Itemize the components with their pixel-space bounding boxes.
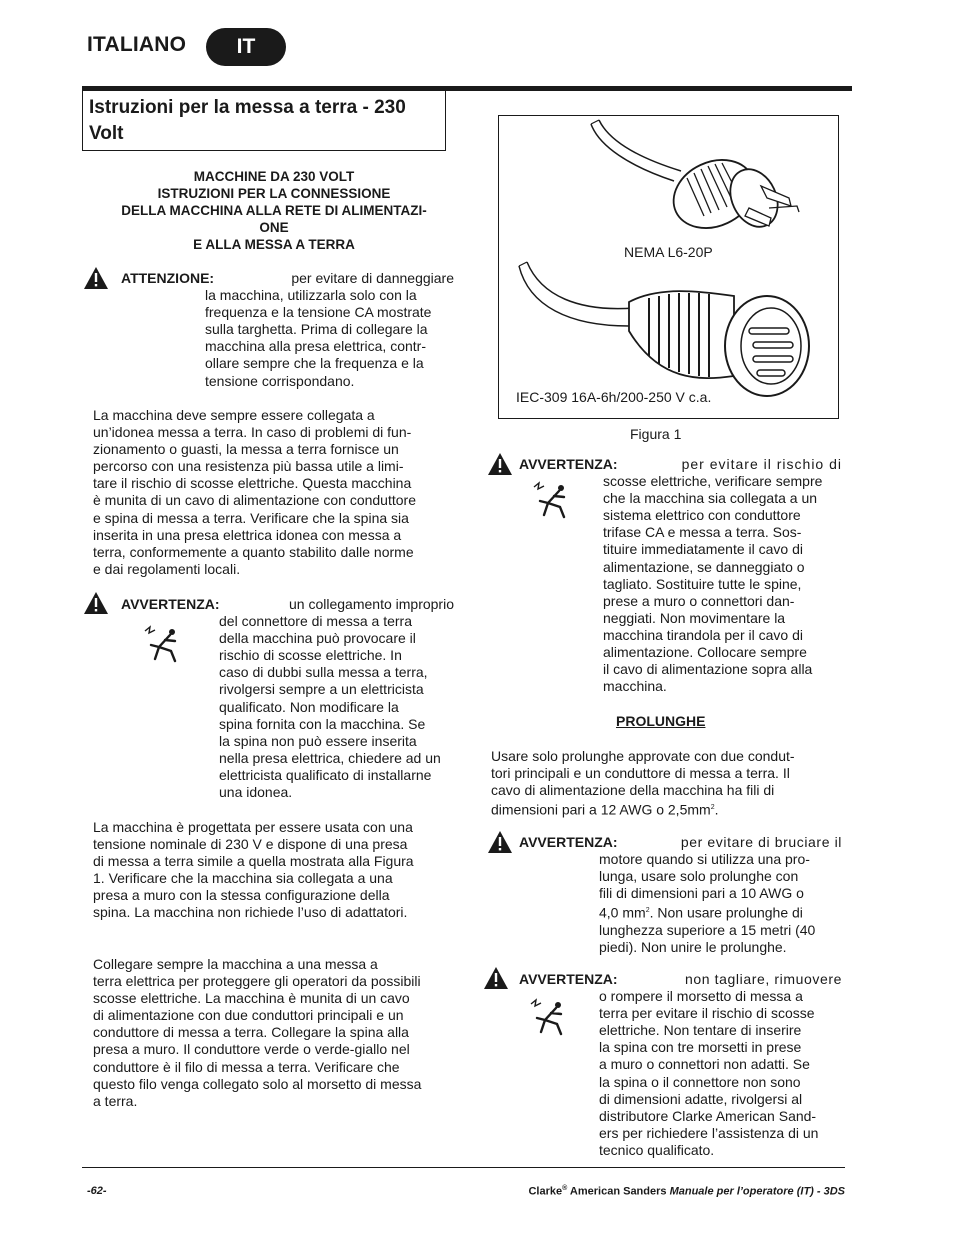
figure-label-nema: NEMA L6-20P <box>624 244 713 260</box>
text-line: La macchina è progettata per essere usata con una <box>93 819 413 835</box>
text-line: caso di dubbi sulla messa a terra, <box>219 664 428 681</box>
text-line: terra per evitare il rischio di scosse <box>599 1005 815 1022</box>
text-line: o rompere il morsetto di messa a <box>599 988 803 1005</box>
paragraph-protection <box>93 956 454 1110</box>
text-line: terra elettrica per proteggere gli operatori da possibili <box>93 973 421 990</box>
text-line: una idonea. <box>219 784 293 801</box>
text-line: presa a muro con la stessa configurazione della <box>93 887 390 904</box>
text-line: cavo di alimentazione della macchina ha fili di <box>491 782 775 799</box>
text-line: zionamento o guasti, la messa a terra fornisce un <box>93 441 399 458</box>
warning4-text <box>599 971 842 1159</box>
electric-shock-icon <box>530 481 570 521</box>
paragraph-extension <box>491 748 841 819</box>
warning1-text <box>219 596 454 801</box>
company-name: American Sanders <box>567 1185 670 1198</box>
text-line: che la macchina sia collegata a un <box>603 490 818 507</box>
text-line: di dimensioni adatte, rivolgersi al <box>599 1090 803 1107</box>
text-line: 1. Verificare che la macchina sia collegata a una <box>93 870 393 887</box>
warning2-text <box>603 456 842 695</box>
text-line: macchina alla presa elettrica, contr- <box>205 338 426 355</box>
text-line: elettricista qualificato di installarne <box>219 766 432 783</box>
text-line: scosse elettriche. La macchina è munita di un cavo <box>93 990 410 1007</box>
plug-illustration <box>499 116 836 416</box>
text-line: tensione nominale di 230 V e dispone di una presa <box>93 836 408 853</box>
warning-triangle-icon <box>484 967 508 989</box>
text-line: nella presa elettrica, chiedere ad un <box>219 749 441 766</box>
brand-name: Clarke <box>528 1185 563 1198</box>
text-line: a muro o connettori non adatti. Se <box>599 1056 810 1073</box>
text-line: motore quando si utilizza una pro- <box>599 851 810 868</box>
text-span: dimensioni pari a 12 AWG o 2,5mm <box>491 801 711 818</box>
page-number: -62- <box>87 1185 107 1197</box>
text-line: del connettore di messa a terra <box>219 613 412 630</box>
registered-mark: ® <box>562 1185 568 1192</box>
text-line: tori principali e un conduttore di messa a terra. Il <box>491 765 790 782</box>
paragraph-grounding <box>93 407 455 578</box>
text-line: rischio di scosse elettriche. In <box>219 647 402 664</box>
electric-shock-icon <box>141 625 181 665</box>
heading-line: ONE <box>259 220 289 235</box>
text-line: alimentazione. Collocare sempre <box>603 644 807 661</box>
text-line: non tagliare, rimuovere <box>685 971 842 987</box>
text-line: macchina. <box>603 678 667 695</box>
text-line: è munita di un cavo di alimentazione con conduttore <box>93 492 416 509</box>
text-line: spina. La macchina non richiede l’uso di adattatori. <box>93 904 408 921</box>
text-line: conduttore di messa a terra. Collegare la spina alla <box>93 1024 409 1041</box>
text-line: lunghezza superiore a 15 metri (40 <box>599 922 816 939</box>
text-line: tensione corrispondano. <box>205 372 355 389</box>
text-line: alimentazione, se danneggiato o <box>603 558 805 575</box>
attention-text <box>205 270 454 390</box>
text-line: fili di dimensioni pari a 10 AWG o <box>599 885 804 902</box>
superscript: 2 <box>710 804 715 812</box>
text-line: spina fornita con la macchina. Se <box>219 715 426 732</box>
text-line: lunga, usare solo prolunghe con <box>599 868 799 885</box>
text-span: . <box>714 801 719 818</box>
text-line: ollare sempre che la frequenza e la <box>205 355 424 372</box>
text-line: prese a muro o connettori dan- <box>603 592 795 609</box>
section-title: Istruzioni per la messa a terra - 230 Volt <box>89 97 406 144</box>
heading-line: E ALLA MESSA A TERRA <box>193 237 355 252</box>
text-line: la spina con tre morsetti in prese <box>599 1039 802 1056</box>
heading-line: DELLA MACCHINA ALLA RETE DI ALIMENTAZI- <box>121 203 427 218</box>
text-span: 4,0 mm <box>599 905 646 922</box>
text-line: a terra. <box>93 1092 138 1109</box>
text-line: la macchina, utilizzarla solo con la <box>205 287 417 304</box>
text-line: la spina non può essere inserita <box>219 732 417 749</box>
text-line <box>599 902 842 922</box>
text-line: della macchina può provocare il <box>219 630 416 647</box>
text-line <box>491 799 841 819</box>
text-line: Collegare sempre la macchina a una messa a <box>93 956 378 972</box>
text-line: tare il rischio di scosse elettriche. Questa macchina <box>93 475 412 492</box>
text-line: sistema elettrico con conduttore <box>603 507 801 524</box>
heading-line: MACCHINE DA 230 VOLT <box>193 169 355 184</box>
superscript: 2 <box>645 907 650 915</box>
warning-triangle-icon <box>488 831 512 853</box>
text-line: tituire immediatamente il cavo di <box>603 541 803 558</box>
warning-triangle-icon <box>84 592 108 614</box>
text-line: neggiati. Non movimentare la <box>603 609 786 626</box>
text-line: questo filo venga collegato solo al morsetto di messa <box>93 1075 422 1092</box>
language-badge: IT <box>206 28 286 66</box>
warning-triangle-icon <box>488 453 512 475</box>
text-line: percorso con una resistenza più bassa utile a limi- <box>93 458 404 475</box>
text-line: tagliato. Sostituire tutte le spine, <box>603 575 802 592</box>
warning-triangle-icon <box>84 267 108 289</box>
text-line: conduttore è il filo di messa a terra. Verificare che <box>93 1058 400 1075</box>
text-line: per evitare di danneggiare <box>291 270 454 286</box>
text-line: terra, conformemente a quanto stabilito dalle norme <box>93 543 414 560</box>
text-line: per evitare di bruciare il <box>680 834 842 850</box>
text-line: La macchina deve sempre essere collegata a <box>93 407 375 423</box>
text-line: inserita in una presa elettrica idonea con messa a <box>93 526 402 543</box>
extension-heading: PROLUNGHE <box>616 713 706 729</box>
text-line: un collegamento improprio <box>289 596 454 612</box>
text-line: e dai regolamenti locali. <box>93 560 241 577</box>
text-line: qualificato. Non modificare la <box>219 698 399 715</box>
text-line: scosse elettriche, verificare sempre <box>603 473 823 490</box>
text-line: trifase CA e messa a terra. Sos- <box>603 524 802 541</box>
text-line: distributore Clarke American Sand- <box>599 1107 817 1124</box>
text-line: e spina di messa a terra. Verificare che la spina sia <box>93 509 409 526</box>
paragraph-voltage <box>93 819 455 922</box>
footer-rule <box>82 1167 845 1168</box>
main-heading <box>87 168 461 253</box>
warning-label: AVVERTENZA: <box>519 456 618 472</box>
warning3-text <box>599 834 842 956</box>
text-line: piedi). Non unire le prolunghe. <box>599 939 787 956</box>
figure-label-iec: IEC-309 16A-6h/200-250 V c.a. <box>516 389 712 405</box>
manual-title: Manuale per l’operatore (IT) - 3DS <box>669 1185 845 1198</box>
heading-line: ISTRUZIONI PER LA CONNESSIONE <box>157 186 391 201</box>
text-line: elettriche. Non tentare di inserire <box>599 1022 802 1039</box>
warning-label: AVVERTENZA: <box>121 596 220 612</box>
footer-text <box>528 1185 845 1198</box>
electric-shock-icon <box>527 998 567 1038</box>
text-line: ers per richiedere l’assistenza di un <box>599 1124 819 1141</box>
language-title: ITALIANO <box>87 33 187 56</box>
text-line: rivolgersi sempre a un elettricista <box>219 681 424 698</box>
text-line: di alimentazione con due conduttori principali e un <box>93 1007 404 1024</box>
text-line: frequenza e la tensione CA mostrate <box>205 304 432 321</box>
text-line: un’idonea messa a terra. In caso di problemi di fun- <box>93 424 412 441</box>
text-line: la spina o il connettore non sono <box>599 1073 801 1090</box>
text-span: . Non usare prolunghe di <box>649 905 803 922</box>
text-line: macchina tirandola per il cavo di <box>603 626 803 643</box>
text-line: Usare solo prolunghe approvate con due condut- <box>491 748 795 764</box>
text-line: tecnico qualificato. <box>599 1141 715 1158</box>
warning-label: AVVERTENZA: <box>519 834 618 850</box>
text-line: presa a muro. Il conduttore verde o verde-giallo nel <box>93 1041 410 1058</box>
text-line: per evitare il rischio di <box>681 456 842 472</box>
text-line: sulla targhetta. Prima di collegare la <box>205 321 428 338</box>
attention-label: ATTENZIONE: <box>121 270 215 286</box>
figure-caption: Figura 1 <box>630 426 682 442</box>
warning-label: AVVERTENZA: <box>519 971 618 987</box>
text-line: il cavo di alimentazione sopra alla <box>603 661 813 678</box>
text-line: di messa a terra simile a quella mostrata alla Figura <box>93 853 414 870</box>
